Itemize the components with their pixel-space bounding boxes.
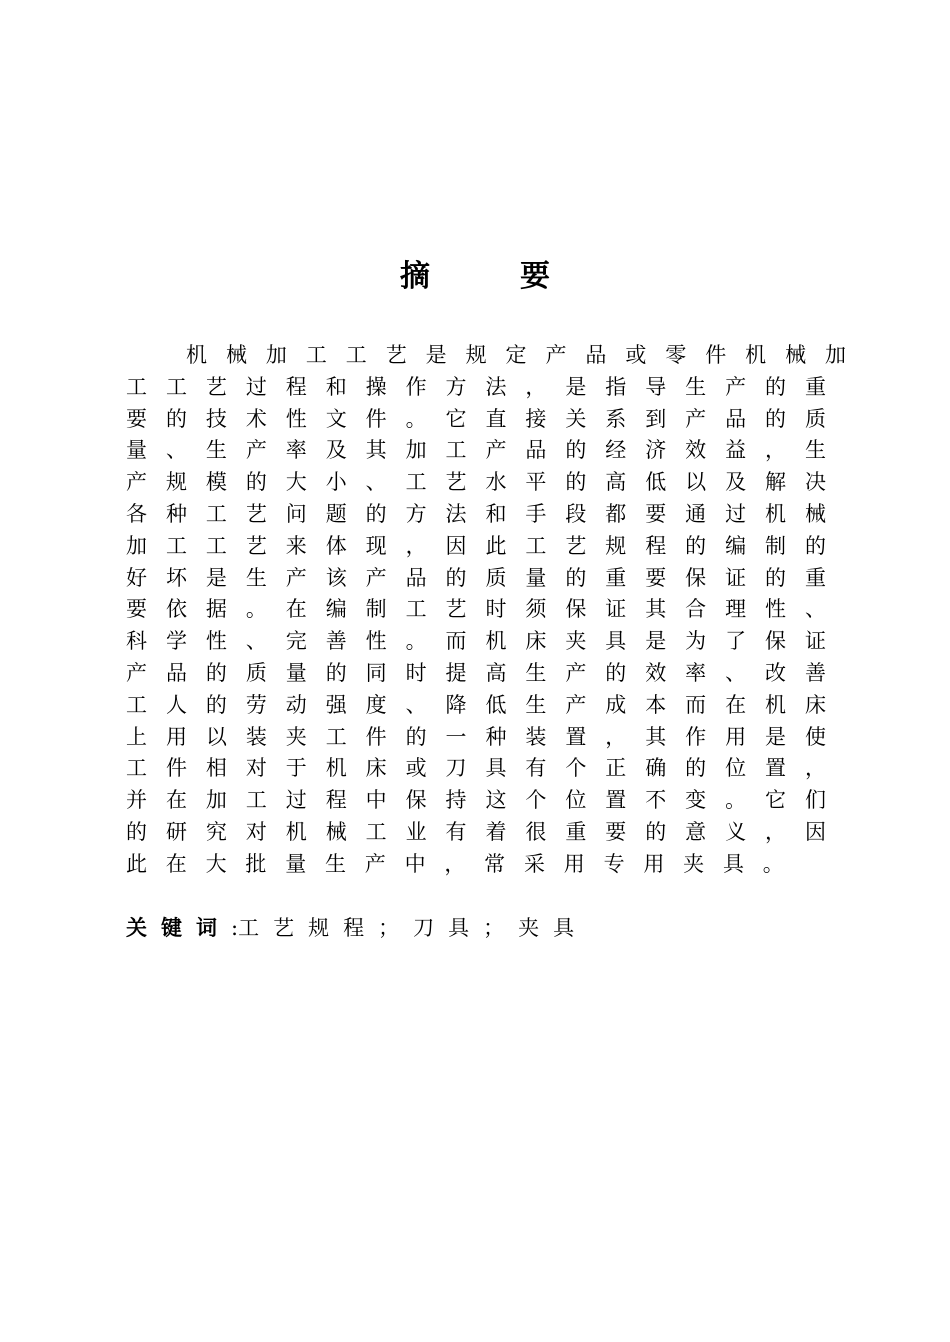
- abstract-line: 加 工 工 艺 来 体 现 ， 因 此 工 艺 规 程 的 编 制 的: [126, 533, 826, 558]
- abstract-title: 摘 要: [400, 259, 580, 294]
- abstract-line: 并 在 加 工 过 程 中 保 持 这 个 位 置 不 变 。 它 们: [126, 788, 826, 813]
- keywords-values: 工艺规程；刀具；夹具: [238, 916, 589, 940]
- abstract-line: 的 研 究 对 机 械 工 业 有 着 很 重 要 的 意 义 ， 因: [126, 819, 826, 844]
- abstract-line: 要 依 据 。 在 编 制 工 艺 时 须 保 证 其 合 理 性 、: [126, 597, 826, 622]
- abstract-line: 工 人 的 劳 动 强 度 、 降 低 生 产 成 本 而 在 机 床: [126, 692, 826, 717]
- abstract-body: [126, 340, 846, 881]
- abstract-line: 机 械 加 工 工 艺 是 规 定 产 品 或 零 件 机 械 加: [186, 343, 846, 367]
- keywords-separator: :: [231, 916, 239, 940]
- abstract-line: 好 坏 是 生 产 该 产 品 的 质 量 的 重 要 保 证 的 重: [126, 565, 826, 590]
- abstract-line: 要 的 技 术 性 文 件 。 它 直 接 关 系 到 产 品 的 质: [126, 406, 826, 431]
- abstract-line: 科 学 性 、 完 善 性 。 而 机 床 夹 具 是 为 了 保 证: [126, 629, 826, 654]
- abstract-line: 产 品 的 质 量 的 同 时 提 高 生 产 的 效 率 、 改 善: [126, 660, 826, 685]
- abstract-line: 各 种 工 艺 问 题 的 方 法 和 手 段 都 要 通 过 机 械: [126, 501, 826, 526]
- abstract-line: 上 用 以 装 夹 工 件 的 一 种 装 置 ， 其 作 用 是 使: [126, 724, 826, 749]
- keywords-label: 关键词: [126, 916, 231, 940]
- abstract-line: 工 工 艺 过 程 和 操 作 方 法 ， 是 指 导 生 产 的 重: [126, 374, 826, 399]
- abstract-line: 量 、 生 产 率 及 其 加 工 产 品 的 经 济 效 益 ， 生: [126, 438, 826, 463]
- abstract-line: 产 规 模 的 大 小 、 工 艺 水 平 的 高 低 以 及 解 决: [126, 470, 826, 495]
- abstract-line: 此 在 大 批 量 生 产 中 ， 常 采 用 专 用 夹 具 。: [126, 851, 784, 876]
- abstract-line: 工 件 相 对 于 机 床 或 刀 具 有 个 正 确 的 位 置 ，: [126, 756, 826, 781]
- keywords-line: [126, 912, 588, 944]
